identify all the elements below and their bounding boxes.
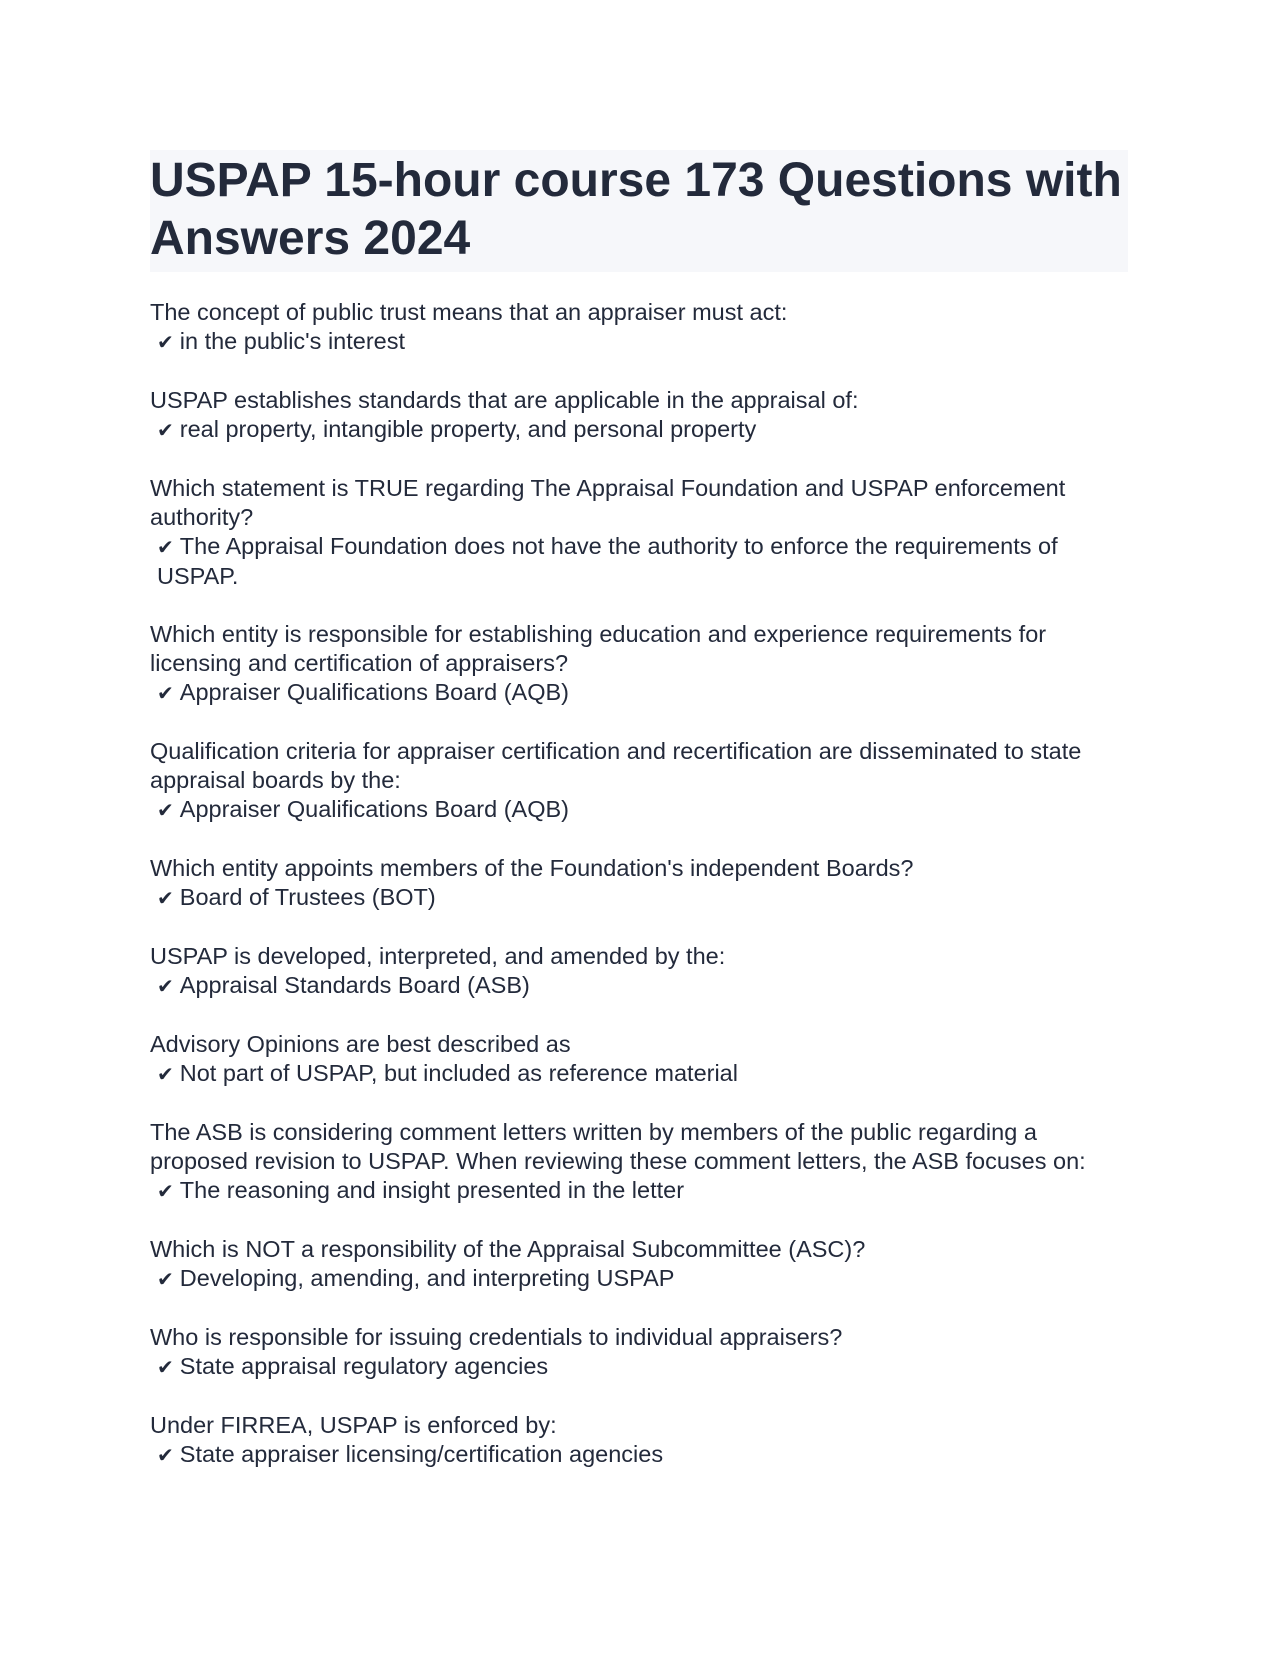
answer-line	[150, 678, 1128, 708]
question-text: Advisory Opinions are best described as	[150, 1031, 571, 1057]
qa-item	[150, 1030, 1128, 1089]
check-icon: ✔	[157, 1179, 174, 1203]
qa-item	[150, 1323, 1128, 1382]
answer-line	[150, 1264, 1128, 1294]
answer-line	[150, 1059, 1128, 1089]
answer-text: real property, intangible property, and personal property	[179, 416, 757, 442]
answer-text: State appraiser licensing/certification agencies	[179, 1441, 664, 1467]
check-icon: ✔	[157, 1355, 174, 1379]
check-icon: ✔	[157, 1062, 174, 1086]
answer-line	[150, 795, 1128, 825]
check-icon: ✔	[157, 886, 174, 910]
qa-item	[150, 298, 1128, 357]
qa-item	[150, 942, 1128, 1001]
question-text: Which is NOT a responsibility of the Appraisal Subcommittee (ASC)?	[150, 1236, 866, 1262]
answer-text: in the public's interest	[179, 328, 406, 354]
qa-item	[150, 620, 1128, 708]
question-text: Qualification criteria for appraiser certification and recertification are disseminated to state appraisal boards by the:	[150, 738, 1082, 793]
answer-text: Appraiser Qualifications Board (AQB)	[179, 679, 569, 705]
check-icon: ✔	[157, 1443, 174, 1467]
answer-text: Appraisal Standards Board (ASB)	[179, 972, 530, 998]
qa-item	[150, 1411, 1128, 1470]
answer-line	[150, 1352, 1128, 1382]
qa-item	[150, 1235, 1128, 1294]
question-text: The concept of public trust means that an appraiser must act:	[150, 299, 788, 325]
qa-item	[150, 854, 1128, 913]
title-block	[150, 150, 1128, 272]
answer-line	[150, 1440, 1128, 1470]
check-icon: ✔	[157, 974, 174, 998]
check-icon: ✔	[157, 418, 174, 442]
qa-item	[150, 1118, 1128, 1206]
question-text: Which statement is TRUE regarding The Appraisal Foundation and USPAP enforcement authority?	[150, 475, 1066, 530]
answer-text: Appraiser Qualifications Board (AQB)	[179, 796, 569, 822]
question-text: Which entity is responsible for establishing education and experience requirements for licensing and certification of appraisers?	[150, 621, 1047, 676]
answer-text: Board of Trustees (BOT)	[179, 884, 436, 910]
answer-text: State appraisal regulatory agencies	[179, 1353, 549, 1379]
document-page	[150, 150, 1128, 1499]
answer-line	[150, 883, 1128, 913]
question-text: The ASB is considering comment letters written by members of the public regarding a proposed revision to USPAP. When reviewing these comment letters, the ASB focuses on:	[150, 1119, 1086, 1174]
check-icon: ✔	[157, 798, 174, 822]
check-icon: ✔	[157, 330, 174, 354]
answer-text: Not part of USPAP, but included as reference material	[179, 1060, 738, 1086]
answer-text: The Appraisal Foundation does not have the authority to enforce the requirements of USPAP.	[157, 533, 1058, 589]
answer-line	[150, 971, 1128, 1001]
qa-item	[150, 474, 1128, 591]
answer-text: The reasoning and insight presented in the letter	[179, 1177, 685, 1203]
document-title: USPAP 15-hour course 173 Questions with Answers 2024	[150, 154, 1122, 265]
qa-item	[150, 737, 1128, 825]
question-text: Which entity appoints members of the Foundation's independent Boards?	[150, 855, 914, 881]
answer-line	[150, 415, 1128, 445]
question-text: USPAP establishes standards that are applicable in the appraisal of:	[150, 387, 859, 413]
qa-item	[150, 386, 1128, 445]
answer-line	[150, 532, 1128, 591]
check-icon: ✔	[157, 1267, 174, 1291]
answer-line	[150, 327, 1128, 357]
answer-text: Developing, amending, and interpreting USPAP	[179, 1265, 675, 1291]
check-icon: ✔	[157, 535, 174, 559]
question-text: Under FIRREA, USPAP is enforced by:	[150, 1412, 557, 1438]
check-icon: ✔	[157, 681, 174, 705]
question-text: USPAP is developed, interpreted, and amended by the:	[150, 943, 726, 969]
answer-line	[150, 1176, 1128, 1206]
question-text: Who is responsible for issuing credentials to individual appraisers?	[150, 1324, 843, 1350]
